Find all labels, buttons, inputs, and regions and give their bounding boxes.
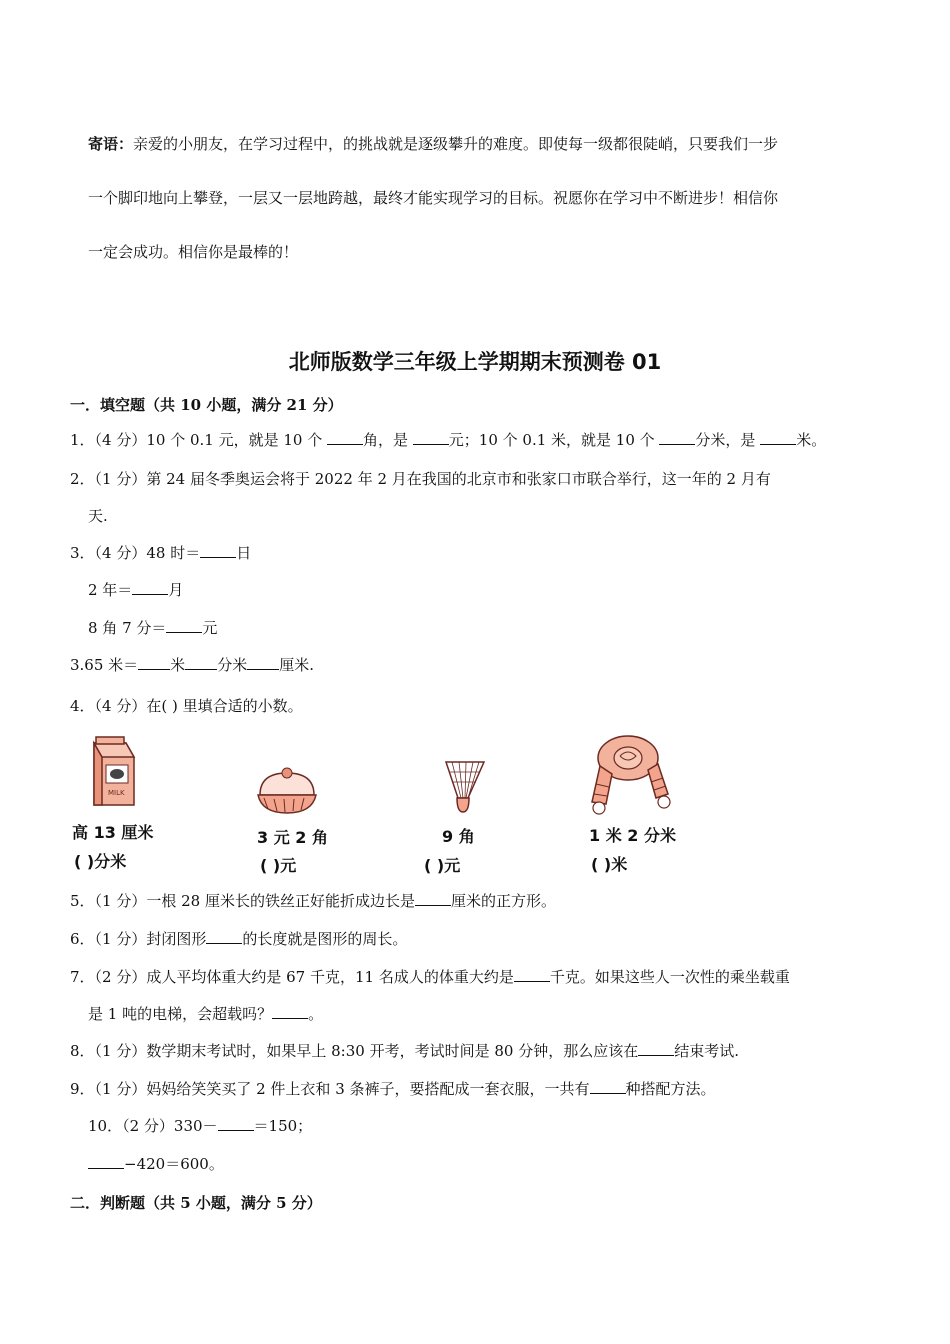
question-2-line-2: 天. [88,507,108,525]
question-6: 6．（1 分）封闭图形 的长度就是图形的周长。 [70,930,408,948]
svg-text:MILK: MILK [108,789,125,797]
blank[interactable] [200,543,236,558]
section-1-heading: 一．填空题（共 10 小题，满分 21 分） [70,396,343,414]
question-7-line-2: 是 1 吨的电梯，会超载吗？ 。 [88,1005,324,1023]
blank[interactable] [132,580,168,595]
item-answer[interactable]: ( )元 [260,856,297,875]
question-9: 9．（1 分）妈妈给笑笑买了 2 件上衣和 3 条裤子，要搭配成一套衣服，一共有 种搭配方法。 [70,1080,716,1098]
blank[interactable] [247,655,279,670]
blank[interactable] [659,430,695,445]
question-2-line-1: 2．（1 分）第 24 届冬季奥运会将于 2022 年 2 月在我国的北京市和张家口市联合举行，这一年的 2 月有 [70,470,771,488]
question-5: 5．（1 分）一根 28 厘米长的铁丝正好能折成边长是 厘米的正方形。 [70,892,556,910]
item-answer[interactable]: ( )米 [591,855,628,874]
blank[interactable] [590,1079,626,1094]
question-3-line-3: 8 角 7 分＝ 元 [88,619,218,637]
question-3-line-1: 3．（4 分）48 时＝ 日 [70,544,252,562]
blank[interactable] [185,655,217,670]
page-title: 北师版数学三年级上学期期末预测卷 01 [288,350,662,374]
shuttlecock-icon [438,758,488,816]
question-3-line-4: 3.65 米＝ 米 分米 厘米. [70,656,314,674]
blank[interactable] [760,430,796,445]
question-7-line-1: 7．（2 分）成人平均体重大约是 67 千克，11 名成人的体重大约是 千克。如果这些人一次性的乘坐载重 [70,968,790,986]
blank[interactable] [206,929,242,944]
item-label: 3 元 2 角 [257,828,328,847]
bread-icon [254,765,320,817]
blank[interactable] [327,430,363,445]
scarf-icon [584,732,674,816]
note-line-1: 寄语：亲爱的小朋友，在学习过程中，的挑战就是逐级攀升的难度。即使每一级都很陡峭，只要我们一步 [88,135,779,153]
question-1: 1．（4 分）10 个 0.1 元，就是 10 个 角，是 元；10 个 0.1 米，就是 10 个 分米，是 米。 [70,431,827,449]
blank[interactable] [415,891,451,906]
blank[interactable] [218,1116,254,1131]
section-2-heading: 二．判断题（共 5 小题，满分 5 分） [70,1194,322,1212]
question-10-line-2: −420＝600。 [88,1154,224,1174]
item-label: 1 米 2 分米 [589,826,676,845]
blank[interactable] [638,1041,674,1056]
item-label: 高 13 厘米 [72,823,154,842]
item-answer[interactable]: ( )分米 [74,852,127,871]
milk-carton-icon [86,735,138,809]
blank[interactable] [413,430,449,445]
question-10-line-1: 10．（2 分）330－ ＝150； [88,1117,313,1135]
blank[interactable] [88,1154,124,1169]
blank[interactable] [138,655,170,670]
question-8: 8．（1 分）数学期末考试时，如果早上 8:30 开考，考试时间是 80 分钟，那么应该在 结束考试. [70,1042,739,1060]
item-label: 9 角 [442,827,475,846]
blank[interactable] [514,967,550,982]
note-label: 寄语： [88,135,134,153]
question-3-line-2: 2 年＝ 月 [88,581,184,599]
note-line-3: 一定会成功。相信你是最棒的！ [88,243,299,261]
item-answer[interactable]: ( )元 [424,856,461,875]
blank[interactable] [166,618,202,633]
note-line-2: 一个脚印地向上攀登，一层又一层地跨越，最终才能实现学习的目标。祝愿你在学习中不断进步！相信你 [88,189,779,207]
question-4-text: 4．（4 分）在( ) 里填合适的小数。 [70,697,303,715]
blank[interactable] [272,1004,308,1019]
